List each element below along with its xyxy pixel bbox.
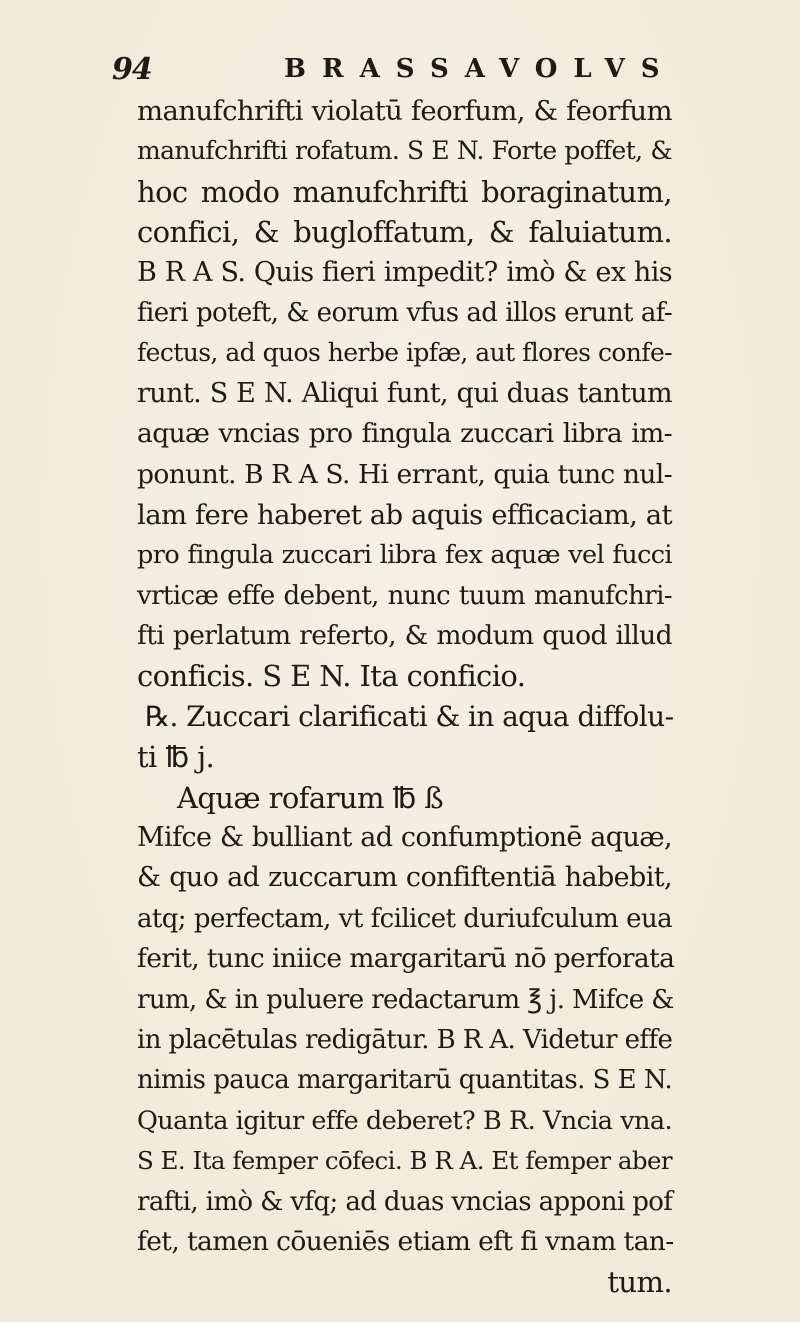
recipe-line: ℞. Zuccari clarificati & in aqua diffolu- xyxy=(145,699,674,733)
text-line: runt. S E N. Aliqui funt, qui duas tantum xyxy=(137,377,672,409)
text-line: hoc modo manufchrifti boraginatum, xyxy=(137,174,672,209)
text-line: rafti, imò & vfq; ad duas vncias apponi pof xyxy=(137,1186,673,1217)
text-line: B R A S. Quis fieri impedit? imò & ex his xyxy=(137,256,672,288)
recipe-line: Aquæ rofarum ℔ ß xyxy=(177,780,443,815)
text-line: ferit, tunc iniice margaritarū nō perforata xyxy=(137,943,675,975)
text-line: in placētulas redigātur. B R A. Videtur effe xyxy=(137,1024,673,1055)
page-header xyxy=(112,52,676,92)
text-line: S E. Ita femper cōfeci. B R A. Et femper aber xyxy=(137,1146,672,1176)
text-line: & quo ad zuccarum confiftentiā habebit, xyxy=(137,862,672,894)
text-line: pro fingula zuccari libra fex aquæ vel fucci xyxy=(137,540,672,571)
text-line: fet, tamen cōueniēs etiam eft fi vnam tan- xyxy=(137,1225,674,1257)
text-line: nimis pauca margaritarū quantitas. S E N. xyxy=(137,1065,672,1096)
text-line: atq; perfectam, vt fcilicet duriufculum eua xyxy=(137,903,672,934)
running-head: BRASSAVOLVS xyxy=(284,54,676,84)
catchword: tum. xyxy=(607,1265,672,1300)
text-line: conficis. S E N. Ita conficio. xyxy=(137,659,526,694)
text-line: ponunt. B R A S. Hi errant, quia tunc nul- xyxy=(137,458,672,490)
text-line: manufchrifti rofatum. S E N. Forte poffet, & xyxy=(137,136,672,166)
text-line: fieri poteft, & eorum vfus ad illos erunt af- xyxy=(137,297,672,328)
text-line: aquæ vncias pro fingula zuccari libra im- xyxy=(137,418,672,450)
text-line: rum, & in puluere redactarum ℥ j. Mifce & xyxy=(137,984,674,1015)
text-line: fectus, ad quos herbe ipfæ, aut flores confe- xyxy=(137,338,672,368)
body-text xyxy=(137,91,675,1303)
page-number: 94 xyxy=(112,52,152,87)
text-line: Quanta igitur effe deberet? B R. Vncia vna. xyxy=(137,1105,672,1136)
text-line: Mifce & bulliant ad confumptionē aquæ, xyxy=(137,822,672,854)
recipe-line: ti ℔ j. xyxy=(137,740,215,775)
text-line: lam fere haberet ab aquis efficaciam, at xyxy=(137,498,672,531)
text-line: manufchrifti violatū feorfum, & feorfum xyxy=(137,95,672,127)
text-line: vrticæ effe debent, nunc tuum manufchri- xyxy=(137,580,672,611)
text-line: confici, & bugloffatum, & faluiatum. xyxy=(137,215,672,250)
text-line: fti perlatum referto, & modum quod illud xyxy=(137,620,672,652)
